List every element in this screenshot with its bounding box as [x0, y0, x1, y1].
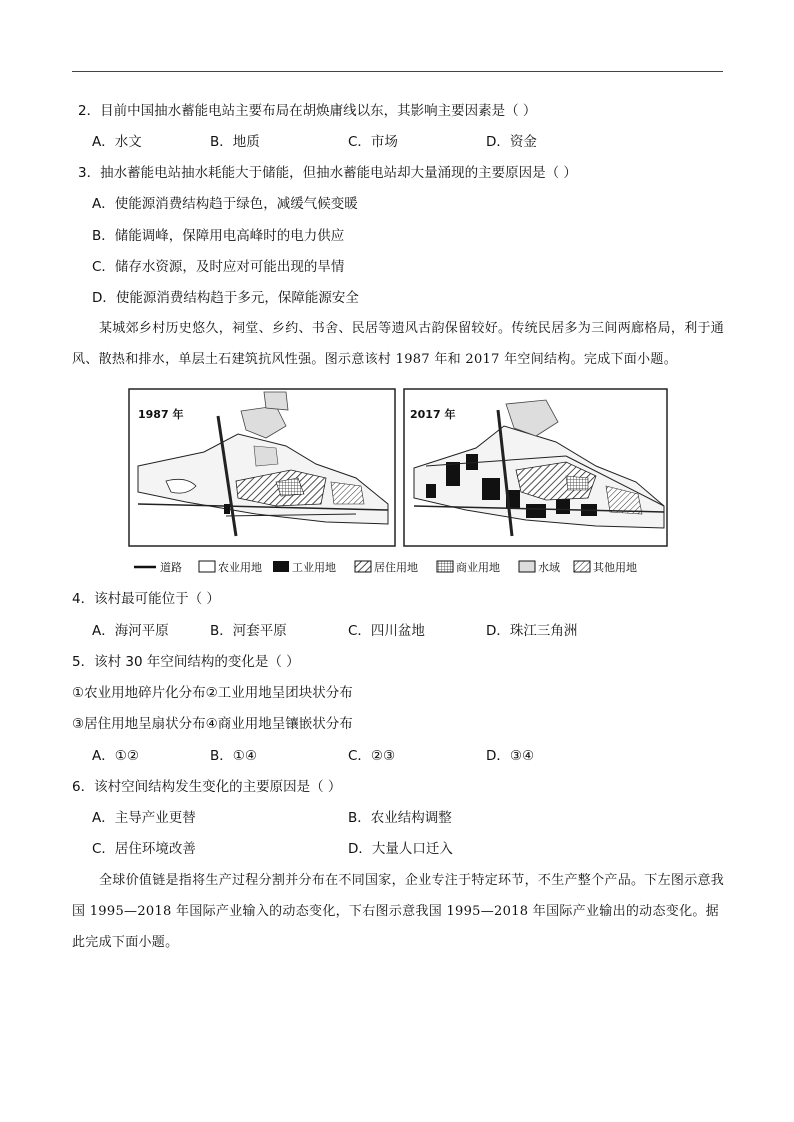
map-panel-1987	[129, 389, 395, 546]
q4-option-b: B．河套平原	[210, 623, 287, 639]
question-5-stem: 5．该村 30 年空间结构的变化是（ ）	[72, 654, 300, 670]
legend-residential: 居住用地	[374, 561, 418, 574]
question-4-stem: 4．该村最可能位于（ ）	[72, 591, 220, 607]
q3-option-a: A．使能源消费结构趋于绿色，减缓气候变暖	[92, 196, 358, 212]
map-legend	[134, 560, 637, 574]
legend-other: 其他用地	[593, 561, 637, 574]
panel-2017-label: 2017 年	[410, 408, 456, 421]
village-spatial-structure-figure	[126, 386, 670, 581]
q6-option-a: A．主导产业更替	[92, 810, 196, 826]
q5-option-b: B．①④	[210, 748, 257, 764]
q2-option-b: B．地质	[210, 134, 260, 150]
q5-items-line-1: ①农业用地碎片化分布②工业用地呈团块状分布	[72, 685, 353, 701]
question-6-stem: 6．该村空间结构发生变化的主要原因是（ ）	[72, 779, 342, 795]
q6-option-b: B．农业结构调整	[348, 810, 452, 826]
q2-option-c: C．市场	[348, 134, 398, 150]
legend-road: 道路	[160, 561, 182, 574]
q3-option-b: B．储能调峰，保障用电高峰时的电力供应	[92, 228, 345, 244]
q6-option-c: C．居住环境改善	[92, 841, 196, 857]
q2-option-d: D．资金	[486, 134, 537, 150]
q5-items-line-2: ③居住用地呈扇状分布④商业用地呈镶嵌状分布	[72, 716, 353, 732]
q3-option-d: D．使能源消费结构趋于多元，保障能源安全	[92, 290, 359, 306]
passage-village: 某城郊乡村历史悠久，祠堂、乡约、书舍、民居等遗风古韵保留较好。传统民居多为三间两廊格局，利于通风、散热和排水，单层土石建筑抗风性强。图示意该村 1987 年和 2017 年空间结构。完成下面小题。	[72, 321, 725, 367]
q5-option-a: A．①②	[92, 748, 139, 764]
q3-option-c: C．储存水资源，及时应对可能出现的旱情	[92, 259, 345, 275]
question-3-stem: 3．抽水蓄能电站抽水耗能大于储能，但抽水蓄能电站却大量涌现的主要原因是（ ）	[78, 165, 577, 181]
legend-water: 水域	[538, 561, 560, 574]
q6-option-d: D．大量人口迁入	[348, 841, 453, 857]
q4-option-a: A．海河平原	[92, 623, 169, 639]
map-panel-2017	[404, 389, 667, 546]
legend-agricultural: 农业用地	[218, 561, 262, 574]
passage-global-value-chain: 全球价值链是指将生产过程分割并分布在不同国家，企业专注于特定环节，不生产整个产品。下左图示意我国 1995—2018 年国际产业输入的动态变化，下右图示意我国 1995—2018 年国际产业输出的动态变化。据此完成下面小题。	[72, 873, 725, 950]
q4-option-c: C．四川盆地	[348, 623, 425, 639]
village-map-svg	[126, 386, 670, 581]
q5-option-d: D．③④	[486, 748, 535, 764]
question-2-stem: 2．目前中国抽水蓄能电站主要布局在胡焕庸线以东，其影响主要因素是（ ）	[78, 103, 537, 119]
q2-option-a: A．水文	[92, 134, 142, 150]
header-rule	[72, 71, 723, 72]
q5-option-c: C．②③	[348, 748, 396, 764]
q4-option-d: D．珠江三角洲	[486, 623, 578, 639]
panel-1987-label: 1987 年	[138, 408, 184, 421]
legend-commercial: 商业用地	[456, 561, 500, 574]
legend-industrial: 工业用地	[292, 561, 336, 574]
